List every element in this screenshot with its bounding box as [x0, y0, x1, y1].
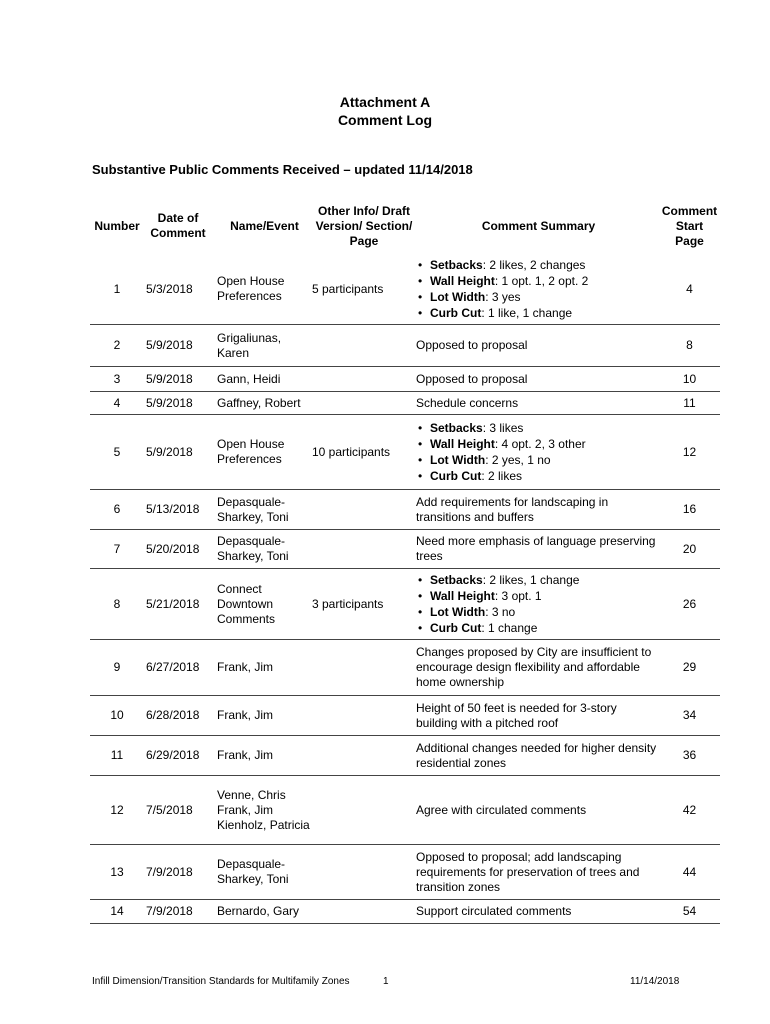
section-heading: Substantive Public Comments Received – updated 11/14/2018	[92, 162, 473, 177]
row-name: Depasquale-Sharkey, Toni	[217, 857, 289, 886]
row-start-page: 34	[682, 708, 697, 722]
summary-bullet	[416, 257, 588, 273]
row-start-page: 11	[683, 395, 696, 410]
bullet-text: : 3 no	[485, 605, 516, 619]
summary-bullet-list	[416, 572, 579, 636]
column-header-summary: Comment Summary	[481, 218, 596, 233]
table-header	[90, 200, 720, 252]
row-number: 14	[110, 904, 124, 918]
row-info	[312, 392, 402, 414]
row-name: Depasquale-Sharkey, Toni	[217, 534, 289, 563]
table-row	[90, 530, 720, 569]
row-info	[312, 367, 402, 391]
row-info: 5 participants	[312, 281, 384, 296]
row-summary: Changes proposed by City are insufficient to encourage design flexibility and affordable home ownership	[416, 645, 652, 689]
row-info	[312, 845, 402, 899]
row-number: 5	[113, 444, 121, 459]
row-start-page: 12	[682, 444, 697, 459]
row-start-page: 36	[682, 748, 697, 762]
document-subtitle: Comment Log	[337, 112, 433, 128]
table-row	[90, 254, 720, 325]
row-start-page: 54	[682, 904, 697, 918]
row-name: Gaffney, Robert	[217, 395, 301, 410]
summary-bullet	[416, 468, 586, 484]
row-date: 5/9/2018	[146, 444, 193, 459]
row-start-page: 16	[682, 502, 697, 516]
table-row	[90, 415, 720, 490]
row-number: 12	[110, 802, 124, 817]
row-info	[312, 325, 402, 366]
row-summary	[416, 254, 661, 324]
row-info	[312, 490, 402, 529]
footer-page-number: 1	[383, 976, 389, 987]
table-row	[90, 490, 720, 530]
row-info: 10 participants	[312, 444, 391, 459]
bullet-label: Lot Width	[430, 453, 486, 467]
summary-bullet	[416, 588, 579, 604]
row-info	[312, 736, 402, 775]
row-info	[312, 530, 402, 568]
summary-bullet	[416, 273, 588, 289]
row-number: 8	[113, 596, 121, 611]
table-row	[90, 696, 720, 736]
row-number: 6	[113, 502, 121, 516]
bullet-label: Setbacks	[430, 421, 483, 435]
row-info	[312, 696, 402, 735]
row-date: 5/9/2018	[146, 395, 193, 410]
summary-bullet	[416, 420, 586, 436]
row-name: Gann, Heidi	[217, 371, 281, 386]
bullet-label: Lot Width	[430, 605, 486, 619]
row-summary: Opposed to proposal; add landscaping requirements for preservation of trees and transition zones	[416, 849, 640, 894]
table-row	[90, 640, 720, 696]
bullet-label: Setbacks	[430, 258, 483, 272]
row-info: 3 participants	[312, 596, 384, 611]
row-date: 5/21/2018	[146, 596, 200, 611]
row-summary: Height of 50 feet is needed for 3-story building with a pitched roof	[416, 700, 617, 730]
row-info	[312, 776, 402, 844]
row-start-page: 26	[682, 596, 697, 611]
row-number: 3	[113, 371, 121, 386]
summary-bullet-list	[416, 420, 586, 484]
bullet-text: : 2 yes, 1 no	[485, 453, 551, 467]
row-date: 7/9/2018	[146, 864, 193, 879]
footer-doc-title: Infill Dimension/Transition Standards for Multifamily Zones	[92, 976, 350, 987]
row-summary: Support circulated comments	[416, 904, 572, 918]
row-number: 13	[110, 864, 124, 879]
row-start-page: 44	[682, 864, 697, 879]
row-info	[312, 900, 402, 923]
row-summary: Need more emphasis of language preserving trees	[416, 534, 656, 563]
row-name: Open House Preferences	[217, 437, 285, 466]
table-row	[90, 325, 720, 367]
bullet-label: Curb Cut	[430, 621, 482, 635]
row-info	[312, 640, 402, 695]
row-summary: Opposed to proposal	[416, 371, 528, 386]
row-start-page: 10	[682, 371, 697, 386]
bullet-text: : 3 opt. 1	[494, 589, 542, 603]
row-start-page: 42	[682, 802, 697, 817]
summary-bullet-list	[416, 257, 588, 321]
table-row	[90, 900, 720, 924]
row-date: 5/9/2018	[146, 371, 193, 386]
row-summary: Schedule concerns	[416, 395, 519, 410]
bullet-text: : 2 likes, 1 change	[482, 573, 580, 587]
table-row	[90, 845, 720, 900]
row-name: Frank, Jim	[217, 708, 274, 722]
row-summary: Agree with circulated comments	[416, 802, 587, 817]
bullet-text: : 1 like, 1 change	[481, 306, 573, 320]
row-date: 5/20/2018	[146, 541, 200, 556]
row-name: Connect Downtown Comments	[217, 581, 276, 626]
summary-bullet	[416, 604, 579, 620]
row-start-page: 8	[686, 338, 693, 352]
row-name: Bernardo, Gary	[217, 904, 300, 918]
table-row	[90, 392, 720, 415]
row-number: 11	[110, 748, 124, 762]
summary-bullet	[416, 620, 579, 636]
document-title: Attachment A	[339, 94, 431, 110]
bullet-text: : 1 opt. 1, 2 opt. 2	[494, 274, 589, 288]
row-start-page: 4	[686, 281, 693, 296]
row-summary: Additional changes needed for higher density residential zones	[416, 740, 657, 770]
bullet-label: Wall Height	[430, 589, 495, 603]
row-number: 10	[110, 708, 124, 722]
table-row	[90, 569, 720, 640]
row-name: Venne, Chris Frank, Jim Kienholz, Patricia	[217, 787, 310, 832]
row-date: 5/13/2018	[146, 502, 200, 516]
row-summary: Opposed to proposal	[416, 338, 528, 352]
bullet-text: : 3 likes	[482, 421, 524, 435]
bullet-label: Wall Height	[430, 437, 495, 451]
row-name: Depasquale-Sharkey, Toni	[217, 494, 289, 524]
table-row	[90, 367, 720, 392]
row-date: 7/5/2018	[146, 802, 193, 817]
row-name: Frank, Jim	[217, 660, 274, 674]
summary-bullet	[416, 289, 588, 305]
column-header-number: Number	[94, 218, 140, 233]
row-date: 7/9/2018	[146, 904, 193, 918]
row-start-page: 20	[682, 541, 697, 556]
bullet-text: : 2 likes	[481, 469, 523, 483]
summary-bullet	[416, 572, 579, 588]
table-row	[90, 736, 720, 776]
bullet-label: Setbacks	[430, 573, 483, 587]
row-number: 9	[113, 660, 121, 674]
column-header-date: Date of Comment	[150, 211, 206, 240]
column-header-name: Name/Event	[230, 218, 299, 233]
row-date: 5/3/2018	[146, 281, 193, 296]
row-name: Frank, Jim	[217, 748, 274, 762]
row-number: 4	[113, 395, 121, 410]
bullet-text: : 3 yes	[485, 290, 521, 304]
row-start-page: 29	[682, 660, 697, 674]
row-number: 2	[113, 338, 121, 352]
row-date: 6/27/2018	[146, 660, 200, 674]
footer-date: 11/14/2018	[630, 976, 680, 987]
column-header-page: Comment Start Page	[661, 203, 718, 248]
row-date: 6/29/2018	[146, 748, 200, 762]
bullet-text: : 4 opt. 2, 3 other	[494, 437, 586, 451]
bullet-text: : 2 likes, 2 changes	[482, 258, 586, 272]
bullet-label: Curb Cut	[430, 306, 482, 320]
table-row	[90, 776, 720, 845]
row-date: 5/9/2018	[146, 338, 193, 352]
bullet-label: Lot Width	[430, 290, 486, 304]
bullet-label: Curb Cut	[430, 469, 482, 483]
row-number: 1	[113, 281, 121, 296]
row-summary	[416, 569, 661, 639]
row-summary	[416, 415, 661, 489]
row-name: Grigaliunas, Karen	[217, 330, 282, 360]
summary-bullet	[416, 305, 588, 321]
row-summary: Add requirements for landscaping in transitions and buffers	[416, 494, 609, 524]
row-date: 6/28/2018	[146, 708, 200, 722]
bullet-label: Wall Height	[430, 274, 495, 288]
summary-bullet	[416, 452, 586, 468]
row-number: 7	[113, 541, 121, 556]
bullet-text: : 1 change	[481, 621, 538, 635]
row-name: Open House Preferences	[217, 274, 285, 303]
column-header-info: Other Info/ Draft Version/ Section/ Page	[315, 203, 413, 248]
summary-bullet	[416, 436, 586, 452]
